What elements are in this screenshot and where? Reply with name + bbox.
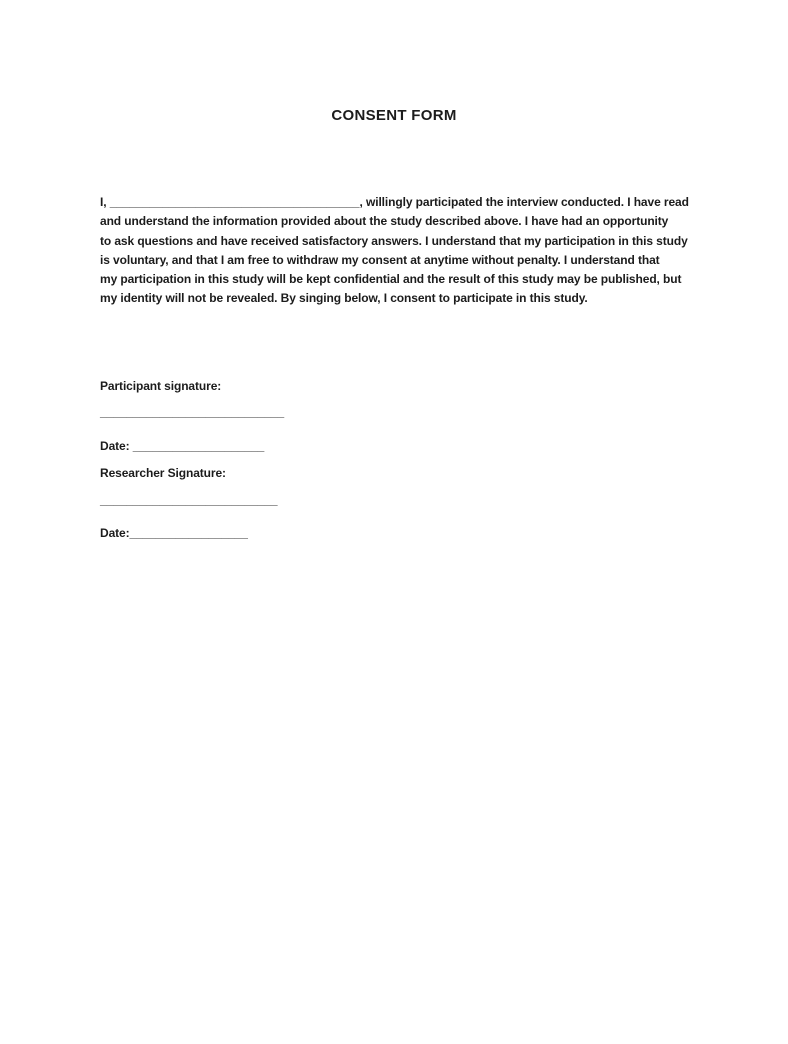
participant-date-label: Date: ____________________: [100, 438, 265, 453]
consent-paragraph-line: I, ______________________________________, willingly participated the interview conducted. I have read: [100, 195, 689, 209]
consent-paragraph-line: and understand the information provided about the study described above. I have had an opportunity: [100, 214, 669, 229]
researcher-signature-line: ___________________________: [100, 492, 278, 507]
researcher-signature-label: Researcher Signature:: [100, 465, 226, 480]
participant-signature-label: Participant signature:: [100, 378, 222, 393]
consent-paragraph-line: to ask questions and have received satisfactory answers. I understand that my participation in this study: [100, 233, 688, 248]
consent-paragraph: [100, 193, 708, 309]
consent-paragraph-line: my identity will not be revealed. By singing below, I consent to participate in this study.: [100, 291, 588, 306]
document-title: CONSENT FORM: [331, 107, 457, 124]
consent-paragraph-line: is voluntary, and that I am free to withdraw my consent at anytime without penalty. I understand that: [100, 252, 660, 267]
consent-paragraph-line: my participation in this study will be kept confidential and the result of this study may be published, but: [100, 272, 682, 287]
signature-section: [100, 377, 788, 543]
researcher-date-label: Date:__________________: [100, 525, 248, 540]
participant-signature-line: ____________________________: [100, 404, 285, 419]
